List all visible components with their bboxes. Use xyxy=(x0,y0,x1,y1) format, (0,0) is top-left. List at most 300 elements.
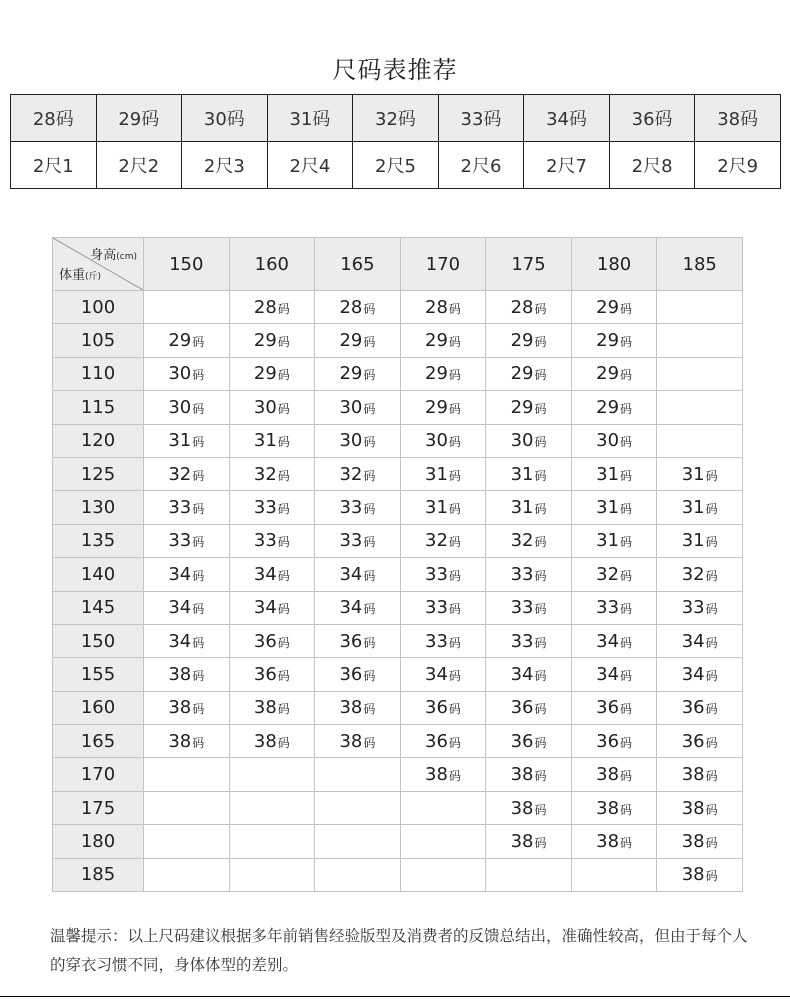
size-value: 38 xyxy=(339,730,363,752)
table-row xyxy=(53,658,743,691)
size-cell xyxy=(144,758,230,791)
size-cell xyxy=(315,658,401,691)
size-value: 38 xyxy=(681,764,705,786)
size-value: 31 xyxy=(681,530,705,552)
size-cell xyxy=(486,658,572,691)
size-cell xyxy=(486,725,572,758)
size-cell xyxy=(571,324,657,357)
conversion-waist-cell: 2尺6 xyxy=(438,142,524,189)
size-cell xyxy=(571,758,657,791)
size-cell xyxy=(657,491,743,524)
size-cell xyxy=(315,558,401,591)
size-cell xyxy=(657,391,743,424)
size-value: 30 xyxy=(339,396,363,418)
size-cell xyxy=(315,758,401,791)
size-unit: 码 xyxy=(534,535,547,550)
size-cell xyxy=(486,858,572,891)
size-value: 38 xyxy=(510,764,534,786)
size-cell xyxy=(657,758,743,791)
conversion-size-cell: 33码 xyxy=(438,95,524,142)
size-value: 31 xyxy=(596,463,620,485)
size-unit: 码 xyxy=(277,635,290,650)
conversion-size-cell: 36码 xyxy=(609,95,695,142)
size-unit: 码 xyxy=(363,635,376,650)
size-cell xyxy=(144,291,230,324)
size-value: 32 xyxy=(168,463,192,485)
size-unit: 码 xyxy=(363,335,376,350)
size-value: 36 xyxy=(681,730,705,752)
tip-note: 温馨提示：以上尺码建议根据多年前销售经验版型及消费者的反馈总结出，准确性较高，但由于每个人的穿衣习惯不同，身体体型的差别。 xyxy=(50,927,748,974)
height-header-cell: 150 xyxy=(144,238,230,291)
size-value: 31 xyxy=(510,463,534,485)
size-unit: 码 xyxy=(277,335,290,350)
size-unit: 码 xyxy=(534,802,547,817)
size-cell xyxy=(400,591,486,624)
size-value: 33 xyxy=(596,597,620,619)
conversion-waist-cell: 2尺8 xyxy=(609,142,695,189)
height-header-cell: 160 xyxy=(229,238,315,291)
size-unit: 码 xyxy=(705,769,718,784)
weight-header-cell: 180 xyxy=(53,825,144,858)
size-unit: 码 xyxy=(620,335,633,350)
size-cell xyxy=(486,291,572,324)
table-row xyxy=(53,558,743,591)
size-unit: 码 xyxy=(620,735,633,750)
size-unit: 码 xyxy=(534,635,547,650)
table-row xyxy=(53,324,743,357)
size-cell xyxy=(486,758,572,791)
weight-header-cell: 150 xyxy=(53,624,144,657)
size-cell xyxy=(229,357,315,390)
size-unit: 码 xyxy=(705,702,718,717)
size-cell xyxy=(657,558,743,591)
size-unit: 码 xyxy=(620,468,633,483)
size-unit: 码 xyxy=(534,435,547,450)
size-cell xyxy=(571,691,657,724)
size-unit: 码 xyxy=(363,502,376,517)
size-unit: 码 xyxy=(192,435,205,450)
size-cell xyxy=(229,691,315,724)
size-value: 31 xyxy=(425,497,448,519)
size-value: 38 xyxy=(510,797,534,819)
size-unit: 码 xyxy=(620,702,633,717)
size-value: 38 xyxy=(681,864,705,886)
size-cell xyxy=(144,791,230,824)
size-unit: 码 xyxy=(534,401,547,416)
size-cell xyxy=(486,825,572,858)
size-cell xyxy=(571,858,657,891)
size-unit: 码 xyxy=(192,535,205,550)
size-unit: 码 xyxy=(534,735,547,750)
size-value: 38 xyxy=(168,663,192,685)
size-conversion-table xyxy=(10,94,781,189)
conversion-waist-cell: 2尺2 xyxy=(96,142,182,189)
size-unit: 码 xyxy=(277,502,290,517)
size-unit: 码 xyxy=(534,468,547,483)
size-unit: 码 xyxy=(620,635,633,650)
size-unit: 码 xyxy=(448,435,461,450)
size-cell xyxy=(571,791,657,824)
table-row xyxy=(53,424,743,457)
size-cell xyxy=(657,457,743,490)
conversion-waist-cell: 2尺7 xyxy=(524,142,610,189)
size-cell xyxy=(400,691,486,724)
weight-header-cell: 145 xyxy=(53,591,144,624)
size-cell xyxy=(144,491,230,524)
size-cell xyxy=(400,524,486,557)
size-unit: 码 xyxy=(620,668,633,683)
size-unit: 码 xyxy=(448,502,461,517)
size-cell xyxy=(229,791,315,824)
size-unit: 码 xyxy=(534,835,547,850)
size-unit: 码 xyxy=(277,568,290,583)
size-cell xyxy=(571,658,657,691)
size-unit: 码 xyxy=(534,769,547,784)
size-unit: 码 xyxy=(620,602,633,617)
size-cell xyxy=(229,758,315,791)
size-unit: 码 xyxy=(448,468,461,483)
size-cell xyxy=(229,424,315,457)
size-cell xyxy=(486,391,572,424)
size-cell xyxy=(144,524,230,557)
size-cell xyxy=(229,825,315,858)
size-unit: 码 xyxy=(192,635,205,650)
size-value: 29 xyxy=(510,330,534,352)
size-value: 29 xyxy=(596,396,620,418)
size-cell xyxy=(657,658,743,691)
size-value: 33 xyxy=(253,497,277,519)
size-value: 29 xyxy=(596,330,620,352)
size-unit: 码 xyxy=(448,735,461,750)
size-unit: 码 xyxy=(448,535,461,550)
size-cell xyxy=(229,725,315,758)
size-unit: 码 xyxy=(448,568,461,583)
size-cell xyxy=(400,391,486,424)
size-cell xyxy=(571,825,657,858)
size-cell xyxy=(657,291,743,324)
size-unit: 码 xyxy=(620,568,633,583)
size-value: 32 xyxy=(339,463,363,485)
size-value: 38 xyxy=(596,797,620,819)
size-value: 36 xyxy=(510,730,534,752)
size-cell xyxy=(144,624,230,657)
size-unit: 码 xyxy=(620,535,633,550)
size-unit: 码 xyxy=(705,869,718,884)
table-row xyxy=(53,691,743,724)
height-header-row xyxy=(53,238,743,291)
size-cell xyxy=(144,558,230,591)
table-row xyxy=(53,758,743,791)
size-unit: 码 xyxy=(705,735,718,750)
size-unit: 码 xyxy=(448,635,461,650)
size-value: 34 xyxy=(253,597,277,619)
size-unit: 码 xyxy=(363,602,376,617)
size-cell xyxy=(229,858,315,891)
size-cell xyxy=(657,791,743,824)
size-value: 31 xyxy=(596,497,620,519)
size-cell xyxy=(315,825,401,858)
size-value: 29 xyxy=(168,330,192,352)
size-cell xyxy=(229,291,315,324)
size-cell xyxy=(315,391,401,424)
size-value: 33 xyxy=(339,530,363,552)
size-unit: 码 xyxy=(448,668,461,683)
size-cell xyxy=(229,558,315,591)
conversion-size-cell: 30码 xyxy=(182,95,268,142)
weight-axis-label xyxy=(59,264,101,283)
table-row xyxy=(53,591,743,624)
size-unit: 码 xyxy=(277,435,290,450)
size-unit: 码 xyxy=(277,368,290,383)
size-cell xyxy=(657,324,743,357)
size-cell xyxy=(229,324,315,357)
table-row xyxy=(53,291,743,324)
size-cell xyxy=(571,491,657,524)
size-cell xyxy=(486,424,572,457)
size-value: 33 xyxy=(168,530,192,552)
size-unit: 码 xyxy=(620,401,633,416)
size-value: 29 xyxy=(425,363,448,385)
size-cell xyxy=(144,591,230,624)
size-value: 30 xyxy=(339,430,363,452)
height-axis-label xyxy=(90,244,137,263)
size-value: 36 xyxy=(339,630,363,652)
size-cell xyxy=(571,624,657,657)
size-value: 32 xyxy=(510,530,534,552)
table-row xyxy=(53,791,743,824)
size-value: 36 xyxy=(596,730,620,752)
size-cell xyxy=(144,691,230,724)
size-unit: 码 xyxy=(448,602,461,617)
weight-header-cell: 160 xyxy=(53,691,144,724)
weight-header-cell: 120 xyxy=(53,424,144,457)
size-unit: 码 xyxy=(277,301,290,316)
size-value: 31 xyxy=(681,497,705,519)
size-cell xyxy=(486,491,572,524)
size-unit: 码 xyxy=(705,802,718,817)
size-value: 38 xyxy=(339,697,363,719)
size-value: 32 xyxy=(681,563,705,585)
weight-label: 体重 xyxy=(59,268,86,283)
size-cell xyxy=(657,591,743,624)
size-unit: 码 xyxy=(192,468,205,483)
size-value: 38 xyxy=(510,830,534,852)
size-cell xyxy=(315,357,401,390)
size-value: 36 xyxy=(596,697,620,719)
size-cell xyxy=(229,524,315,557)
size-unit: 码 xyxy=(363,735,376,750)
size-value: 34 xyxy=(168,563,192,585)
size-cell xyxy=(144,391,230,424)
size-value: 32 xyxy=(425,530,448,552)
size-cell xyxy=(400,491,486,524)
size-cell xyxy=(400,825,486,858)
size-unit: 码 xyxy=(363,435,376,450)
size-value: 29 xyxy=(425,396,448,418)
size-cell xyxy=(486,457,572,490)
size-unit: 码 xyxy=(363,468,376,483)
table-row xyxy=(53,624,743,657)
conversion-size-cell: 34码 xyxy=(524,95,610,142)
size-value: 38 xyxy=(168,730,192,752)
size-value: 30 xyxy=(253,396,277,418)
size-value: 29 xyxy=(510,396,534,418)
size-unit: 码 xyxy=(534,301,547,316)
table-row xyxy=(53,725,743,758)
size-value: 34 xyxy=(596,630,620,652)
size-unit: 码 xyxy=(534,368,547,383)
size-unit: 码 xyxy=(192,335,205,350)
size-value: 36 xyxy=(425,730,448,752)
size-value: 31 xyxy=(253,430,277,452)
size-cell xyxy=(657,858,743,891)
size-value: 36 xyxy=(681,697,705,719)
size-value: 29 xyxy=(596,363,620,385)
height-header-cell: 165 xyxy=(315,238,401,291)
size-value: 34 xyxy=(681,663,705,685)
size-value: 38 xyxy=(681,830,705,852)
weight-header-cell: 165 xyxy=(53,725,144,758)
size-cell xyxy=(229,391,315,424)
conversion-waist-cell: 2尺5 xyxy=(353,142,439,189)
size-value: 33 xyxy=(510,630,534,652)
size-cell xyxy=(229,491,315,524)
size-cell xyxy=(144,858,230,891)
weight-header-cell: 140 xyxy=(53,558,144,591)
table-corner-header xyxy=(53,238,144,291)
table-row xyxy=(53,491,743,524)
size-value: 33 xyxy=(168,497,192,519)
size-cell xyxy=(657,825,743,858)
size-unit: 码 xyxy=(448,702,461,717)
size-cell xyxy=(144,825,230,858)
size-unit: 码 xyxy=(534,568,547,583)
size-value: 34 xyxy=(510,663,534,685)
size-cell xyxy=(486,524,572,557)
size-recommendation-table xyxy=(52,237,743,892)
size-value: 33 xyxy=(681,597,705,619)
size-cell xyxy=(315,324,401,357)
size-cell xyxy=(571,391,657,424)
weight-header-cell: 110 xyxy=(53,357,144,390)
size-value: 34 xyxy=(253,563,277,585)
size-unit: 码 xyxy=(363,568,376,583)
weight-header-cell: 135 xyxy=(53,524,144,557)
size-value: 29 xyxy=(253,363,277,385)
size-value: 38 xyxy=(596,830,620,852)
table-row xyxy=(53,524,743,557)
size-cell xyxy=(315,424,401,457)
size-cell xyxy=(315,591,401,624)
size-value: 36 xyxy=(339,663,363,685)
size-cell xyxy=(657,691,743,724)
height-header-cell: 170 xyxy=(400,238,486,291)
size-value: 38 xyxy=(168,697,192,719)
size-cell xyxy=(486,791,572,824)
size-cell xyxy=(486,357,572,390)
table-row xyxy=(53,357,743,390)
weight-unit: (斤) xyxy=(85,272,102,282)
size-value: 34 xyxy=(425,663,448,685)
size-unit: 码 xyxy=(277,602,290,617)
size-unit: 码 xyxy=(534,335,547,350)
size-value: 36 xyxy=(510,697,534,719)
size-value: 38 xyxy=(253,730,277,752)
size-cell xyxy=(657,524,743,557)
size-unit: 码 xyxy=(705,835,718,850)
size-value: 34 xyxy=(596,663,620,685)
size-value: 33 xyxy=(425,563,448,585)
size-value: 30 xyxy=(596,430,620,452)
size-cell xyxy=(486,624,572,657)
size-unit: 码 xyxy=(192,702,205,717)
conversion-waist-row xyxy=(11,142,781,189)
size-cell xyxy=(400,558,486,591)
size-cell xyxy=(571,291,657,324)
table-row xyxy=(53,825,743,858)
size-unit: 码 xyxy=(705,502,718,517)
size-value: 28 xyxy=(339,296,363,318)
weight-header-cell: 175 xyxy=(53,791,144,824)
size-unit: 码 xyxy=(192,368,205,383)
size-cell xyxy=(400,624,486,657)
size-value: 31 xyxy=(168,430,192,452)
size-value: 38 xyxy=(596,764,620,786)
size-value: 36 xyxy=(425,697,448,719)
size-cell xyxy=(144,324,230,357)
weight-header-cell: 155 xyxy=(53,658,144,691)
size-value: 34 xyxy=(339,563,363,585)
size-unit: 码 xyxy=(363,368,376,383)
conversion-size-cell: 29码 xyxy=(96,95,182,142)
size-cell xyxy=(315,457,401,490)
weight-header-cell: 100 xyxy=(53,291,144,324)
size-unit: 码 xyxy=(620,835,633,850)
size-cell xyxy=(229,624,315,657)
size-cell xyxy=(486,691,572,724)
size-unit: 码 xyxy=(705,668,718,683)
size-cell xyxy=(400,791,486,824)
size-unit: 码 xyxy=(448,401,461,416)
height-header-cell: 175 xyxy=(486,238,572,291)
conversion-waist-cell: 2尺9 xyxy=(695,142,781,189)
size-cell xyxy=(229,658,315,691)
size-value: 31 xyxy=(510,497,534,519)
size-cell xyxy=(229,591,315,624)
size-value: 29 xyxy=(510,363,534,385)
weight-header-cell: 130 xyxy=(53,491,144,524)
size-unit: 码 xyxy=(363,668,376,683)
size-value: 28 xyxy=(425,296,448,318)
size-unit: 码 xyxy=(534,702,547,717)
size-cell xyxy=(400,424,486,457)
size-unit: 码 xyxy=(277,668,290,683)
size-unit: 码 xyxy=(363,702,376,717)
size-unit: 码 xyxy=(277,401,290,416)
size-value: 33 xyxy=(510,597,534,619)
size-unit: 码 xyxy=(363,401,376,416)
size-unit: 码 xyxy=(363,535,376,550)
size-unit: 码 xyxy=(448,769,461,784)
size-value: 29 xyxy=(339,363,363,385)
page-title: 尺码表推荐 xyxy=(332,56,458,84)
size-cell xyxy=(400,457,486,490)
size-cell xyxy=(571,591,657,624)
size-unit: 码 xyxy=(448,335,461,350)
size-value: 38 xyxy=(681,797,705,819)
size-value: 34 xyxy=(168,597,192,619)
weight-header-cell: 125 xyxy=(53,457,144,490)
